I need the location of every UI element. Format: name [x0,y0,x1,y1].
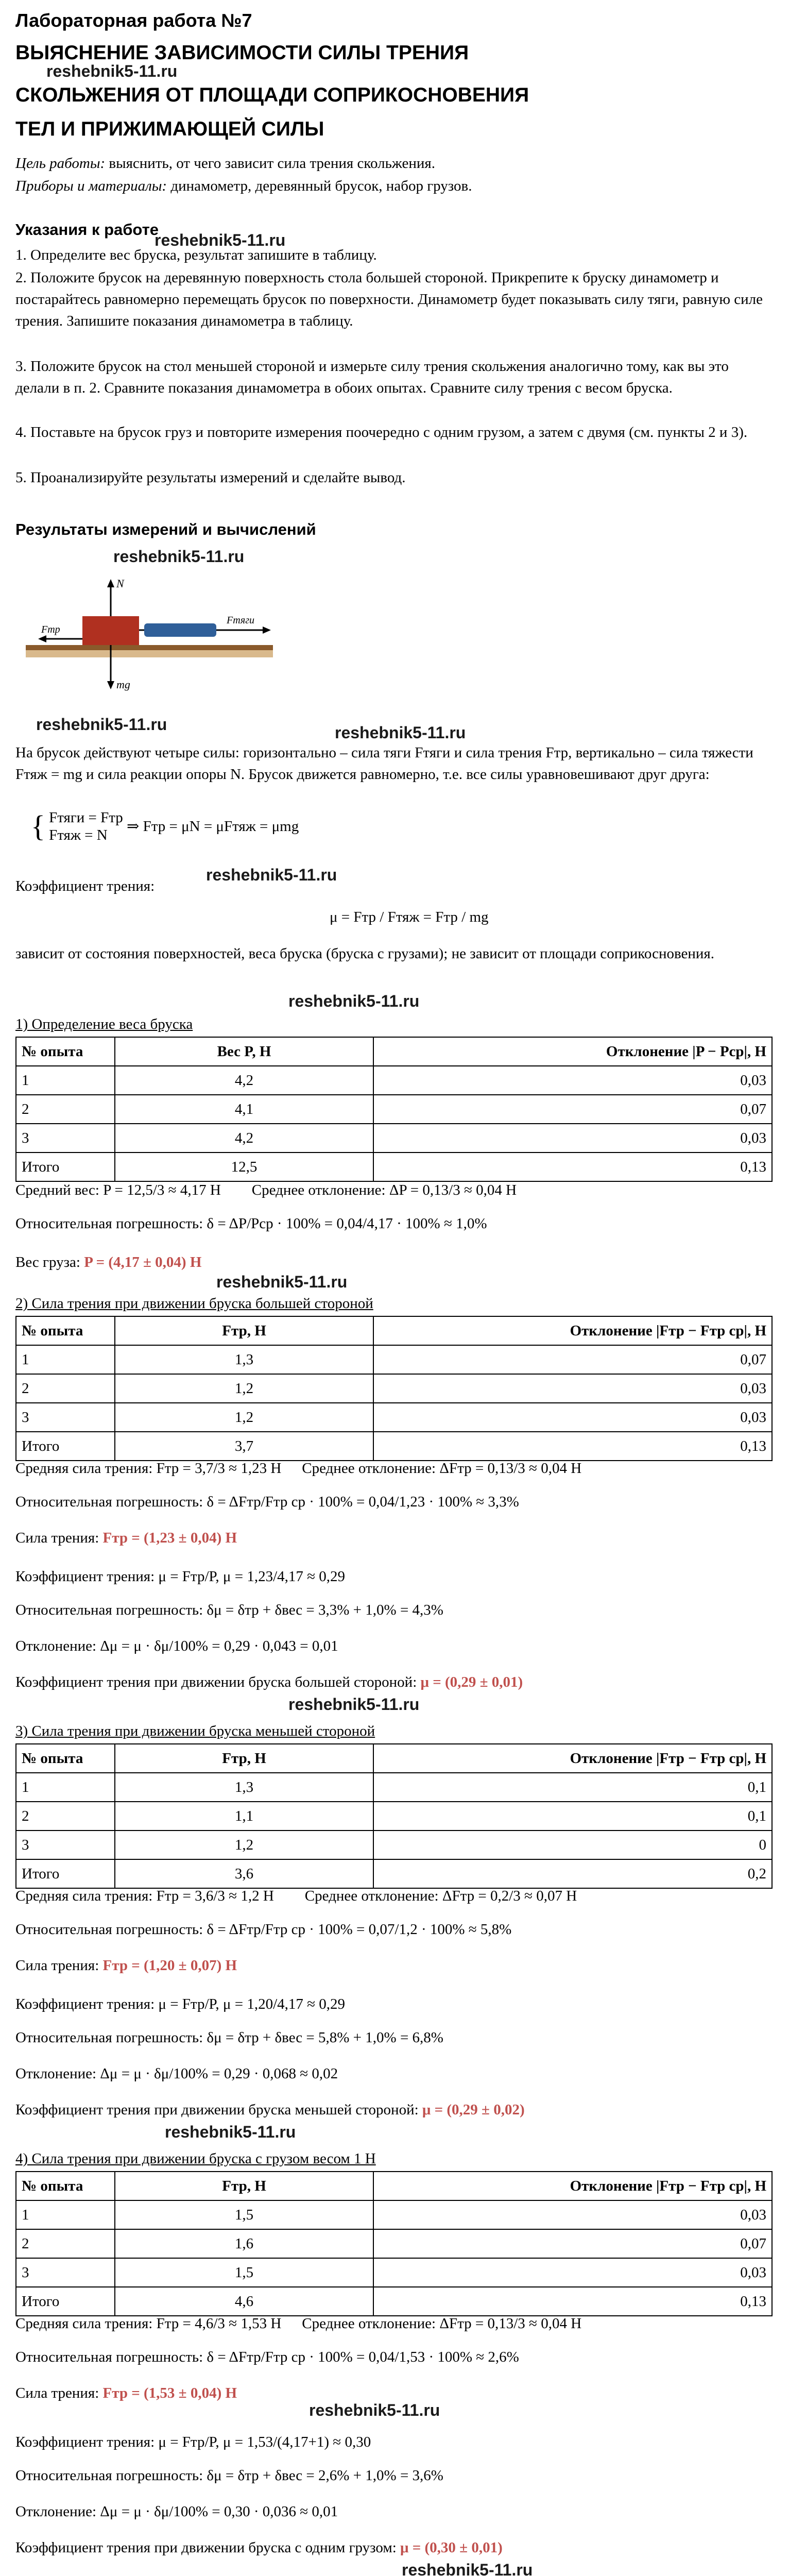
t3-mu-err: Относительная погрешность: δμ = δтр + δвес = 5,8% + 1,0% = 6,8% [15,2029,443,2046]
t4-mean-dev: Среднее отклонение: ΔFтр = 0,13/3 ≈ 0,04 Н [302,2315,582,2332]
normal-arrow-head [107,579,114,587]
cell: 0,07 [373,1345,772,1374]
table-edge [26,650,273,657]
devices-text: динамометр, деревянный брусок, набор грузов. [167,178,472,194]
cell: 1,3 [115,1773,373,1802]
cell: Итого [16,2287,115,2316]
cell: 4,2 [115,1066,373,1095]
friction-arrow-head [38,635,46,642]
cell: 0,03 [373,2200,772,2229]
cell: 0,03 [373,1124,772,1153]
t1-answer: P = (4,17 ± 0,04) Н [84,1254,202,1270]
goal-label: Цель работы: [15,155,106,172]
cell: 1 [16,2200,115,2229]
t3-mean: Средняя сила трения: Fтр = 3,6/3 ≈ 1,2 Н [15,1888,274,1904]
t4-answer-line [15,2537,773,2558]
cell: Итого [16,1859,115,1888]
wooden-block [82,616,139,645]
table-row [16,1859,772,1888]
cell: 3 [16,1403,115,1432]
cell: 2 [16,2229,115,2258]
t1-title: 1) Определение веса бруска [15,1016,193,1032]
cell: 0,1 [373,1773,772,1802]
table-row [16,1345,772,1374]
t3-answer: μ = (0,29 ± 0,02) [422,2102,525,2118]
forces-text: На брусок действуют четыре силы: горизонтально – сила тяги Fтяги и сила трения Fтр, вертикально – сила тяжести Fтяж = mg и сила реакции опоры N. Брусок движется равномерно, т.е. все силы уравновешивают друг друга: [15,744,753,783]
t2-mu: Коэффициент трения: μ = Fтр/P, μ = 1,23/4,17 ≈ 0,29 [15,1568,346,1585]
table-row [16,1124,772,1153]
cell: 1 [16,1345,115,1374]
table-header-row [16,1744,772,1773]
table-header-row [16,2172,772,2200]
cell: Итого [16,1432,115,1461]
col-trial: № опыта [16,1744,115,1773]
col-trial: № опыта [16,1316,115,1345]
table-row [16,1432,772,1461]
label-normal: N [116,577,124,590]
instruction-1: 1. Определите вес бруска, результат запишите в таблицу. [15,247,377,263]
cell: 1,1 [115,1802,373,1831]
t2-mean-dev: Среднее отклонение: ΔFтр = 0,13/3 ≈ 0,04 Н [302,1460,582,1477]
cell: 4,1 [115,1095,373,1124]
friction-big-table [15,1316,773,1461]
cell: 0,07 [373,2229,772,2258]
cell: 0,13 [373,1153,772,1181]
watermark: reshebnik5-11.ru [36,715,167,734]
t1-answer-label: Вес груза: [15,1254,84,1270]
instruction-4: 4. Поставьте на брусок груз и повторите измерения поочередно с одним грузом, а затем с двумя (см. пункты 2 и 3). [15,424,748,440]
t2-mu-err: Относительная погрешность: δμ = δтр + δвес = 3,3% + 1,0% = 4,3% [15,1602,443,1618]
t3-rel-err: Относительная погрешность: δ = ΔFтр/Fтр ср · 100% = 0,07/1,2 · 100% ≈ 5,8% [15,1921,512,1938]
force-diagram [21,567,288,701]
t1-rel-err: Относительная погрешность: δ = ΔP/Pср · 100% = 0,04/4,17 · 100% ≈ 1,0% [15,1215,487,1232]
t4-force-line [15,2383,773,2403]
watermark: reshebnik5-11.ru [206,866,337,884]
system-result: ⇒ Fтр = μN = μFтяж = μmg [127,818,299,835]
cell: 1 [16,1066,115,1095]
instruction-3: 3. Положите брусок на стол меньшей стороной и измерьте силу трения скольжения аналогично тому, как вы это делали в п. 2. Сравните показания динамометра в обоих опытах. Сравните силу трения с весом бруска. [15,358,729,396]
t3-answer-label: Коэффициент трения при движении бруска меньшей стороной: [15,2102,422,2118]
cell: 3,7 [115,1432,373,1461]
cell: 1,2 [115,1831,373,1859]
t3-force-line [15,1955,773,1976]
cell: 0,03 [373,2258,772,2287]
cell: 1 [16,1773,115,1802]
table-row [16,1095,772,1124]
system-line-2: Fтяж = N [49,827,108,843]
col-deviation: Отклонение |Fтр − Fтр ср|, Н [373,1744,772,1773]
col-force: Fтр, Н [115,1744,373,1773]
table-surface [26,645,273,650]
watermark: reshebnik5-11.ru [309,2401,440,2419]
t3-title: 3) Сила трения при движении бруска меньшей стороной [15,1723,375,1739]
cell: 0,13 [373,2287,772,2316]
cell: 4,6 [115,2287,373,2316]
cell: 2 [16,1374,115,1403]
cell: 3,6 [115,1859,373,1888]
friction-small-table [15,1743,773,1889]
watermark: reshebnik5-11.ru [155,231,286,249]
t4-means [15,2313,773,2334]
col-deviation: Отклонение |P − Pср|, Н [373,1037,772,1066]
heading-line-1: ВЫЯСНЕНИЕ ЗАВИСИМОСТИ СИЛЫ ТРЕНИЯ [15,42,469,64]
cell: 0,03 [373,1403,772,1432]
cell: 0,03 [373,1374,772,1403]
col-force: Fтр, Н [115,1316,373,1345]
t4-mu-err: Относительная погрешность: δμ = δтр + δвес = 2,6% + 1,0% = 3,6% [15,2467,443,2484]
cell: 1,3 [115,1345,373,1374]
t4-mu-dev: Отклонение: Δμ = μ · δμ/100% = 0,30 · 0,036 ≈ 0,01 [15,2503,338,2520]
t2-mean: Средняя сила трения: Fтр = 3,7/3 ≈ 1,23 Н [15,1460,282,1477]
t1-mean: Средний вес: P = 12,5/3 ≈ 4,17 Н [15,1182,221,1198]
label-thrust: Fтяги [227,615,255,626]
label-friction: Fтр [41,624,60,635]
t3-answer-line [15,2099,773,2120]
table-row [16,1403,772,1432]
t1-means [15,1180,773,1200]
heading-line-3: ТЕЛ И ПРИЖИМАЮЩЕЙ СИЛЫ [15,118,324,140]
goal [15,152,767,174]
cell: 1,2 [115,1374,373,1403]
t4-force-label: Сила трения: [15,2385,103,2401]
table-row [16,1153,772,1181]
coef-text: зависит от состояния поверхностей, веса бруска (бруска с грузами); не зависит от площади соприкосновения. [15,945,715,962]
t1-answer-line [15,1252,773,1273]
system-lines [49,809,123,844]
cell: 3 [16,1124,115,1153]
cell: 1,2 [115,1403,373,1432]
t4-mean: Средняя сила трения: Fтр = 4,6/3 ≈ 1,53 Н [15,2315,282,2332]
cell: 4,2 [115,1124,373,1153]
gravity-arrow-head [107,681,114,689]
table-row [16,2287,772,2316]
instruction-2: 2. Положите брусок на деревянную поверхность стола большей стороной. Прикрепите к бруску динамометр и постарайтесь равномерно перемещать брусок по поверхности. Динамометр будет показывать силу тяги, равную силе трения. Запишите показания динамометра в таблицу. [15,269,763,329]
cell: 0,13 [373,1432,772,1461]
t3-means [15,1886,773,1906]
table-row [16,2200,772,2229]
table-row [16,2229,772,2258]
cell: 0 [373,1831,772,1859]
cell: 3 [16,2258,115,2287]
t2-mu-dev: Отклонение: Δμ = μ · δμ/100% = 0,29 · 0,043 = 0,01 [15,1638,338,1654]
t2-force: Fтр = (1,23 ± 0,04) Н [102,1530,237,1546]
t4-answer: μ = (0,30 ± 0,01) [400,2539,503,2556]
cell: 1,6 [115,2229,373,2258]
table-row [16,1066,772,1095]
thrust-arrow-head [263,626,271,634]
cell: 1,5 [115,2258,373,2287]
table-row [16,1802,772,1831]
coef-label: Коэффициент трения: [15,878,155,894]
results-title: Результаты измерений и вычислений [15,520,316,538]
cell: 1,5 [115,2200,373,2229]
cell: 2 [16,1095,115,1124]
t2-title: 2) Сила трения при движении бруска большей стороной [15,1295,373,1312]
cell: 0,2 [373,1859,772,1888]
friction-1n-table [15,2171,773,2316]
t3-force: Fтр = (1,20 ± 0,07) Н [102,1957,237,1974]
t4-title: 4) Сила трения при движении бруска с грузом весом 1 Н [15,2150,376,2167]
watermark: reshebnik5-11.ru [46,62,178,80]
t2-rel-err: Относительная погрешность: δ = ΔFтр/Fтр ср · 100% = 0,04/1,23 · 100% ≈ 3,3% [15,1494,519,1510]
col-deviation: Отклонение |Fтр − Fтр ср|, Н [373,1316,772,1345]
t2-force-line [15,1528,773,1548]
watermark: reshebnik5-11.ru [113,547,245,566]
table-row [16,1831,772,1859]
t3-force-label: Сила трения: [15,1957,103,1974]
lab-title: Лабораторная работа №7 [15,10,252,31]
col-trial: № опыта [16,1037,115,1066]
coef-formula: μ = Fтр / Fтяж = Fтр / mg [330,909,489,925]
watermark: reshebnik5-11.ru [288,1695,420,1714]
t2-force-label: Сила трения: [15,1530,103,1546]
brace: { [31,809,45,843]
dynamometer [144,623,216,637]
t2-answer: μ = (0,29 ± 0,01) [420,1674,523,1690]
label-gravity: mg [116,678,130,691]
col-trial: № опыта [16,2172,115,2200]
system-line-1: Fтяги = Fтр [49,809,123,826]
watermark: reshebnik5-11.ru [402,2561,533,2576]
t4-mu: Коэффициент трения: μ = Fтр/P, μ = 1,53/(4,17+1) ≈ 0,30 [15,2434,371,2450]
t2-means [15,1458,773,1479]
t2-answer-label: Коэффициент трения при движении бруска большей стороной: [15,1674,421,1690]
cell: 0,1 [373,1802,772,1831]
instructions-title: Указания к работе [15,221,159,239]
t2-answer-line [15,1672,773,1692]
heading-line-2: СКОЛЬЖЕНИЯ ОТ ПЛОЩАДИ СОПРИКОСНОВЕНИЯ [15,84,529,106]
table-row [16,1773,772,1802]
t4-force: Fтр = (1,53 ± 0,04) Н [102,2385,237,2401]
cell: 3 [16,1831,115,1859]
col-deviation: Отклонение |Fтр − Fтр ср|, Н [373,2172,772,2200]
watermark: reshebnik5-11.ru [335,723,466,742]
table-header-row [16,1316,772,1345]
watermark: reshebnik5-11.ru [216,1273,348,1291]
watermark: reshebnik5-11.ru [165,2123,296,2141]
table-row [16,2258,772,2287]
instruction-5: 5. Проанализируйте результаты измерений и сделайте вывод. [15,469,406,486]
cell: 0,03 [373,1066,772,1095]
table-header-row [16,1037,772,1066]
force-system [31,809,299,844]
col-weight: Вес P, Н [115,1037,373,1066]
col-force: Fтр, Н [115,2172,373,2200]
table-row [16,1374,772,1403]
t4-rel-err: Относительная погрешность: δ = ΔFтр/Fтр ср · 100% = 0,04/1,53 · 100% ≈ 2,6% [15,2349,519,2365]
goal-text: выяснить, от чего зависит сила трения скольжения. [105,155,435,172]
devices-label: Приборы и материалы: [15,178,167,194]
cell: 2 [16,1802,115,1831]
t4-answer-label: Коэффициент трения при движении бруска с одним грузом: [15,2539,401,2556]
devices [15,175,767,197]
t3-mu-dev: Отклонение: Δμ = μ · δμ/100% = 0,29 · 0,068 ≈ 0,02 [15,2065,338,2082]
cell: 12,5 [115,1153,373,1181]
cell: 0,07 [373,1095,772,1124]
t3-mu: Коэффициент трения: μ = Fтр/P, μ = 1,20/4,17 ≈ 0,29 [15,1996,346,2012]
watermark: reshebnik5-11.ru [288,992,420,1010]
weight-table [15,1037,773,1182]
t3-mean-dev: Среднее отклонение: ΔFтр = 0,2/3 ≈ 0,07 Н [304,1888,577,1904]
t1-mean-dev: Среднее отклонение: ΔP = 0,13/3 ≈ 0,04 Н [251,1182,517,1198]
cell: Итого [16,1153,115,1181]
